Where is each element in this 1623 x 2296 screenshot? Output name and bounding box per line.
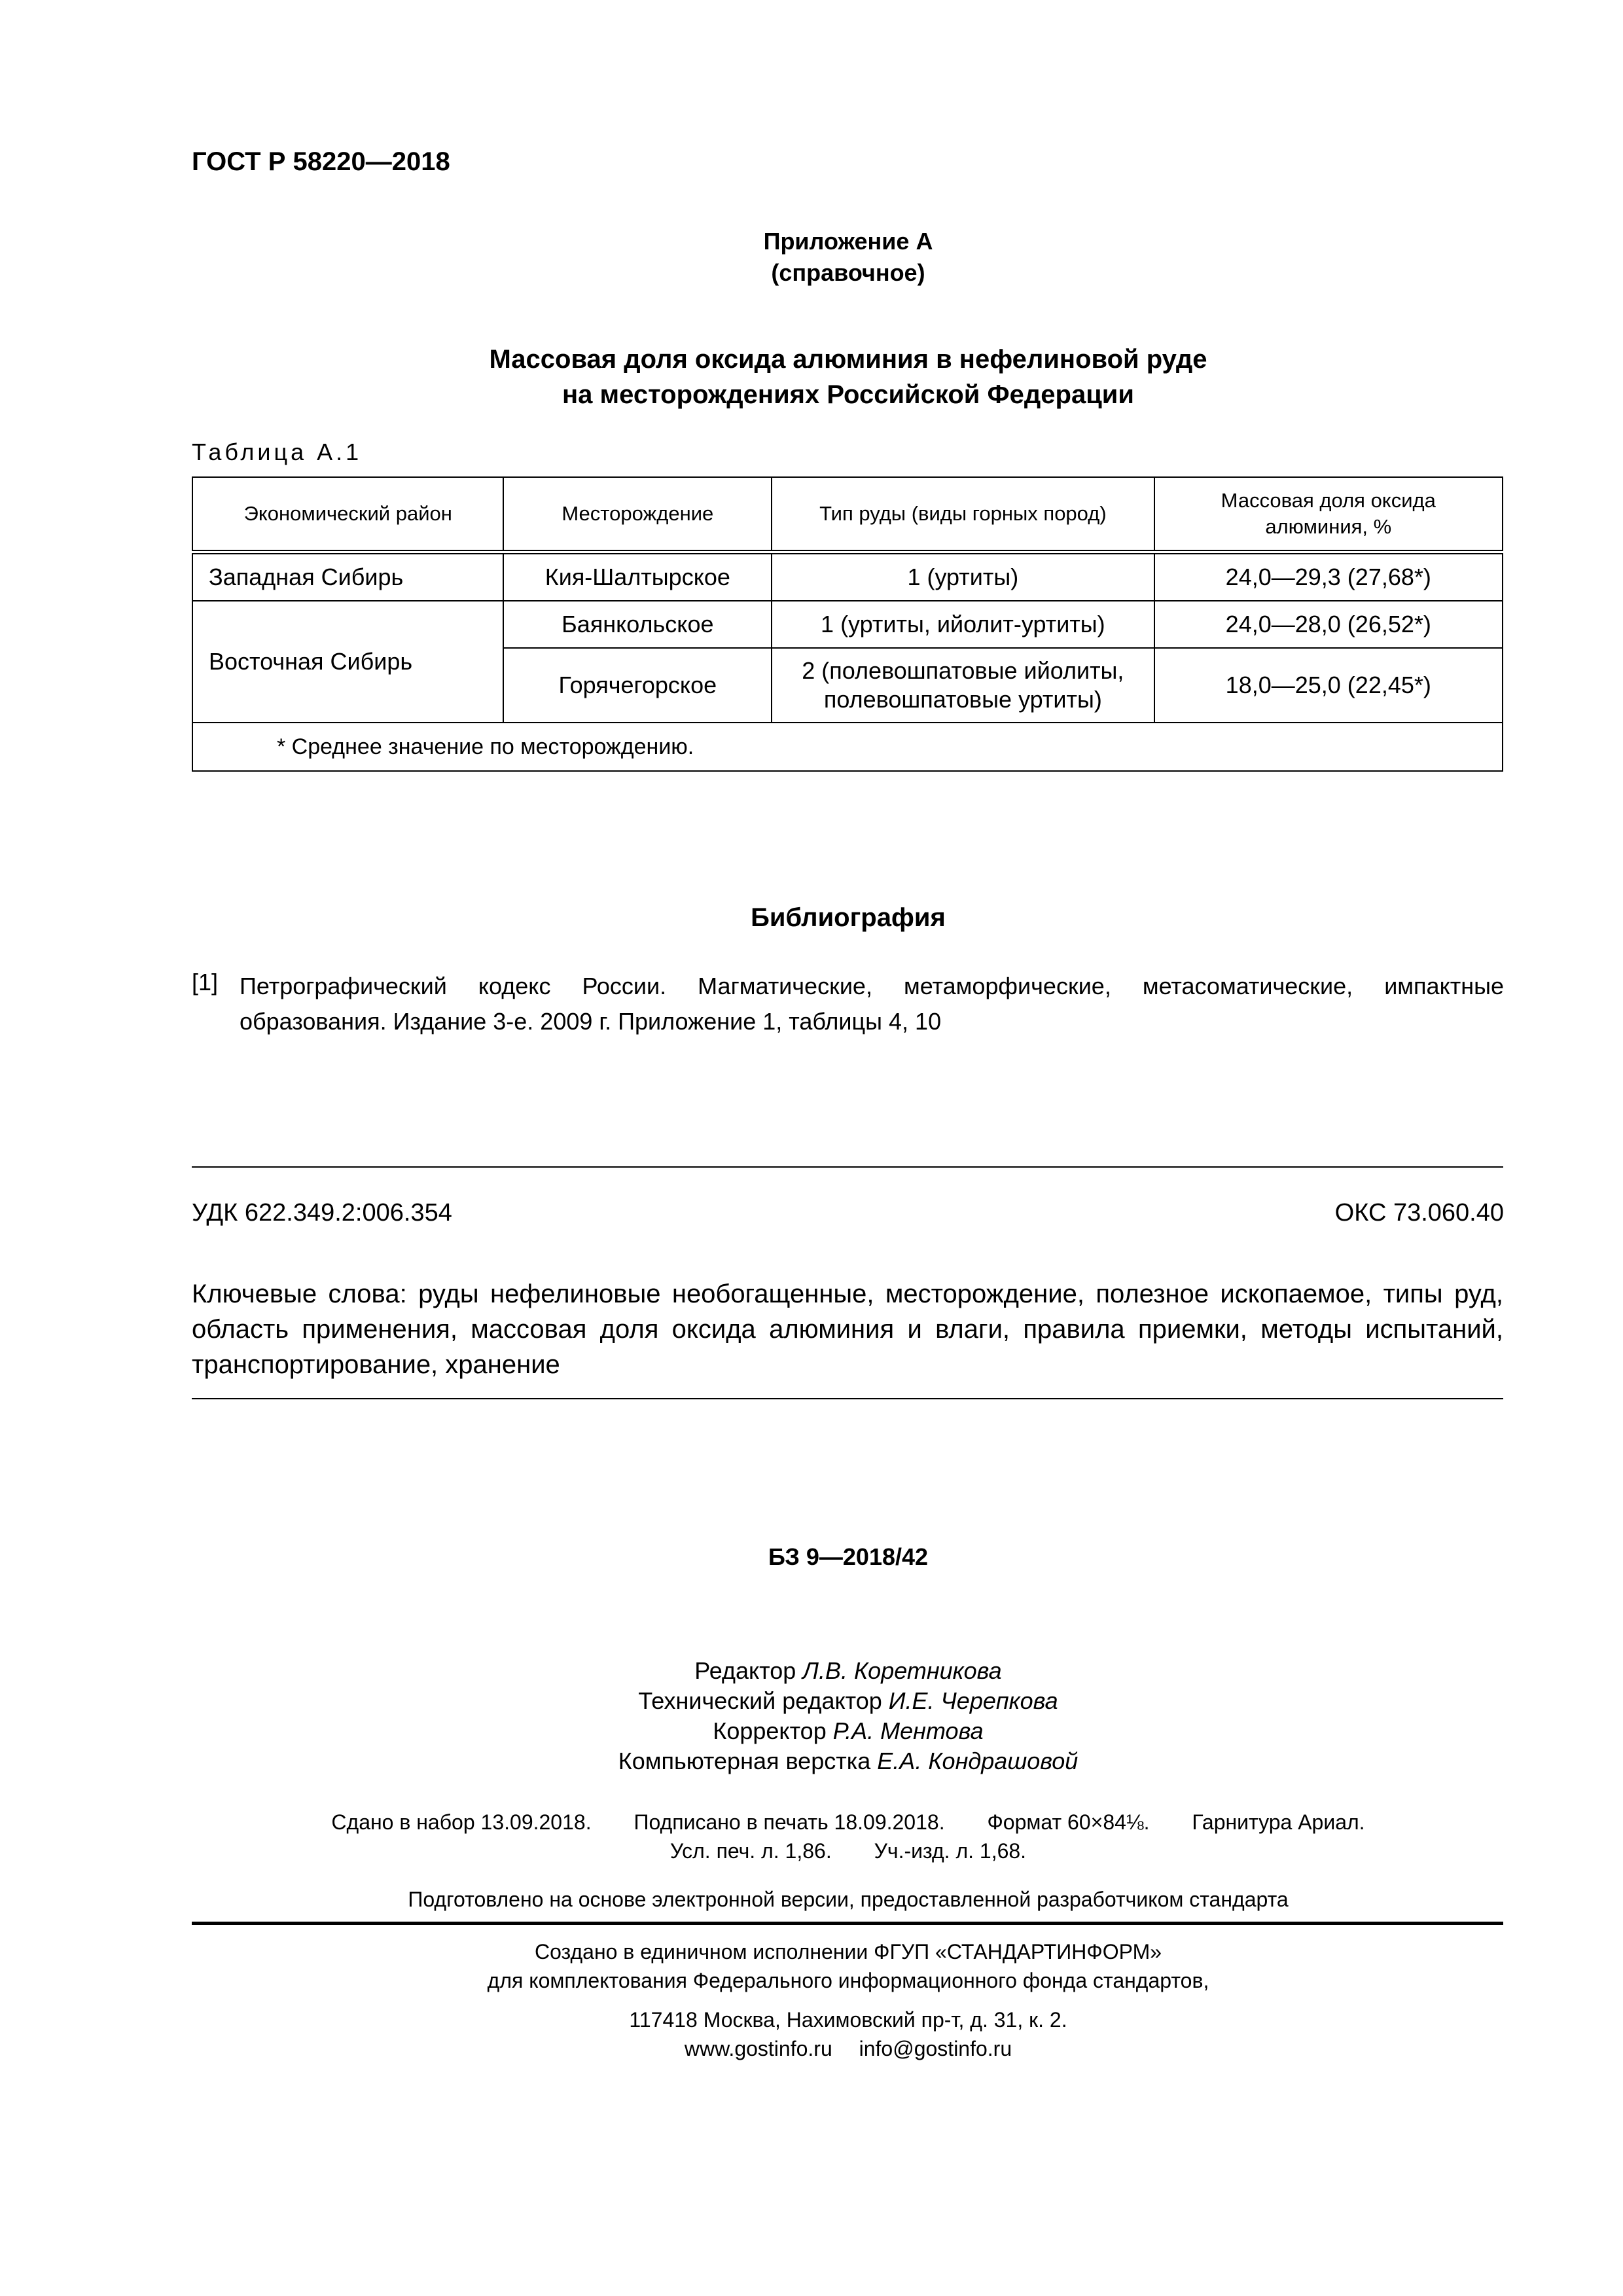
alumina-table — [192, 476, 1503, 772]
udk-code: УДК 622.349.2:006.354 — [192, 1199, 452, 1227]
publisher-info — [0, 1937, 1623, 1995]
keywords: Ключевые слова: руды нефелиновые необогащенные, месторождение, полезное ископаемое, типы руд, область применения, массовая доля оксида алюминия и влаги, правила приемки, методы испытаний, транспортирование, хранение — [192, 1280, 1503, 1379]
table-row — [192, 552, 1503, 601]
cell-alumina: 24,0—29,3 (27,68*) — [1154, 552, 1503, 601]
main-title-line2: на месторождениях Российской Федерации — [562, 380, 1134, 409]
appendix-heading — [0, 226, 1623, 289]
table-row — [192, 601, 1503, 648]
print-sheets: Усл. печ. л. 1,86. — [669, 1839, 832, 1863]
cell-deposit: Горячегорское — [503, 648, 772, 723]
cell-ore-type: 1 (уртиты) — [772, 552, 1154, 601]
publisher-line2: для комплектования Федерального информационного фонда стандартов, — [487, 1969, 1209, 1992]
cell-ore-type: 1 (уртиты, ийолит-уртиты) — [772, 601, 1154, 648]
website-link[interactable]: www.gostinfo.ru — [684, 2037, 832, 2060]
credit-tech-editor: Технический редактор И.Е. Черепкова — [638, 1687, 1058, 1714]
appendix-kind: (справочное) — [771, 259, 925, 286]
cell-ore-type — [772, 648, 1154, 723]
table-footnote-row — [192, 723, 1503, 771]
email-link[interactable]: info@gostinfo.ru — [859, 2037, 1012, 2060]
pub-sheets: Уч.-изд. л. 1,68. — [874, 1839, 1027, 1863]
header-region: Экономический район — [192, 477, 503, 552]
credits — [0, 1656, 1623, 1776]
prepared-note: Подготовлено на основе электронной версии, предоставленной разработчиком стандарта — [408, 1888, 1289, 1911]
divider — [192, 1398, 1503, 1399]
bibliography-item-text: Петрографический кодекс России. Магматические, метаморфические, метасоматические, импактные образования. Издание 3-е. 2009 г. Приложение 1, таблицы 4, 10 — [240, 973, 1504, 1035]
table-header-row — [192, 477, 1503, 552]
signed-date: Подписано в печать 18.09.2018. — [633, 1810, 945, 1834]
ore-type-line1: 2 (полевошпатовые ийолиты, — [802, 657, 1124, 684]
main-title-line1: Массовая доля оксида алюминия в нефелиновой руде — [489, 345, 1207, 374]
thick-divider — [192, 1922, 1503, 1925]
address-line: 117418 Москва, Нахимовский пр-т, д. 31, к. 2. — [629, 2008, 1067, 2032]
cell-deposit: Кия-Шалтырское — [503, 552, 772, 601]
typeface: Гарнитура Ариал. — [1192, 1810, 1365, 1834]
divider — [192, 1166, 1503, 1168]
appendix-title: Приложение А — [763, 228, 933, 255]
credit-corrector: Корректор Р.А. Ментова — [713, 1717, 984, 1744]
cell-region: Восточная Сибирь — [192, 601, 503, 723]
bibliography-item-number: [1] — [192, 969, 219, 996]
bz-number: БЗ 9—2018/42 — [768, 1543, 929, 1570]
table-label: Таблица А.1 — [192, 439, 363, 465]
credit-editor: Редактор Л.В. Коретникова — [694, 1657, 1002, 1684]
header-alumina: Массовая доля оксида алюминия, % — [1154, 477, 1503, 552]
cell-alumina: 18,0—25,0 (22,45*) — [1154, 648, 1503, 723]
header-deposit: Месторождение — [503, 477, 772, 552]
cell-region: Западная Сибирь — [192, 552, 503, 601]
cell-alumina: 24,0—28,0 (26,52*) — [1154, 601, 1503, 648]
cell-deposit: Баянкольское — [503, 601, 772, 648]
ore-type-line2: полевошпатовые уртиты) — [823, 686, 1102, 713]
credit-layout: Компьютерная верстка Е.А. Кондрашовой — [618, 1748, 1079, 1774]
appendix-main-title — [0, 342, 1623, 412]
paper-format: Формат 60×84⅛. — [987, 1810, 1150, 1834]
publisher-address — [0, 2005, 1623, 2063]
print-info — [0, 1808, 1623, 1865]
oks-code: ОКС 73.060.40 — [1334, 1199, 1504, 1227]
document-code: ГОСТ Р 58220—2018 — [192, 147, 450, 176]
header-ore-type: Тип руды (виды горных пород) — [772, 477, 1154, 552]
bibliography-title: Библиография — [751, 903, 946, 932]
submitted-date: Сдано в набор 13.09.2018. — [331, 1810, 592, 1834]
publisher-line1: Создано в единичном исполнении ФГУП «СТАНДАРТИНФОРМ» — [534, 1940, 1162, 1964]
table-footnote: * Среднее значение по месторождению. — [192, 723, 1503, 771]
